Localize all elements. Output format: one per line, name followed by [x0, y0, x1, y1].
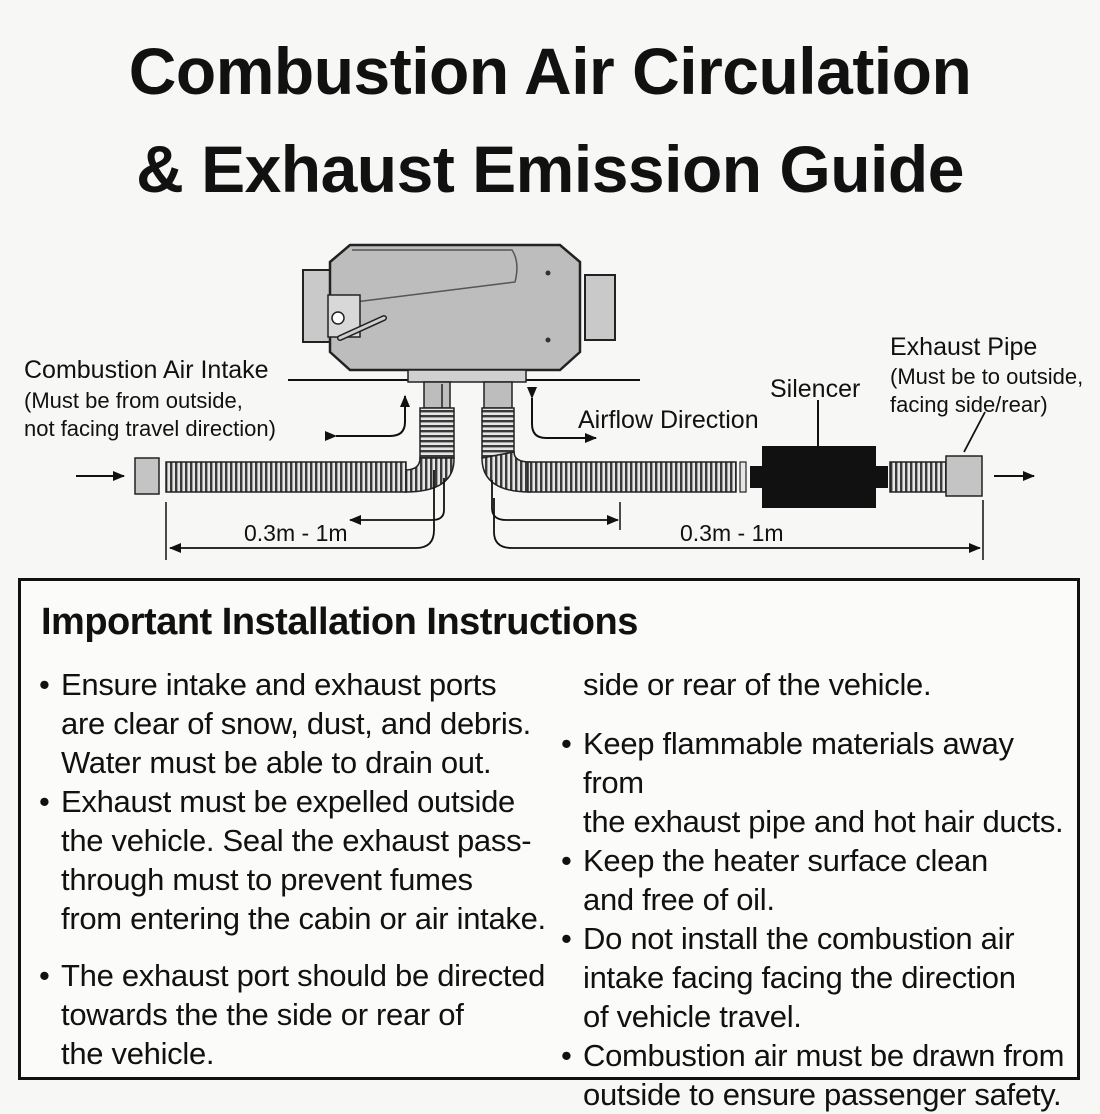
left-distance-label: 0.3m - 1m — [244, 520, 348, 546]
intake-label-line-2: (Must be from outside, — [24, 388, 243, 413]
instruction-line: the vehicle. — [61, 1036, 215, 1071]
instruction-line: of vehicle travel. — [583, 999, 802, 1034]
instruction-line: • Keep the heater surface clean — [583, 843, 988, 878]
intake-airflow-arrow — [336, 396, 405, 436]
exhaust-label-line-3: facing side/rear) — [890, 392, 1048, 417]
instruction-line: the exhaust pipe and hot hair ducts. — [583, 804, 1064, 839]
instruction-line: side or rear of the vehicle. — [583, 667, 932, 702]
instruction-bullet — [561, 841, 1081, 919]
heater-unit — [303, 245, 615, 370]
instruction-line: intake facing facing the direction — [583, 960, 1016, 995]
silencer-label: Silencer — [770, 375, 861, 403]
instruction-line: and free of oil. — [583, 882, 775, 917]
instruction-bullet — [561, 724, 1081, 841]
instruction-bullet — [39, 782, 579, 938]
instructions-left-column — [39, 665, 579, 1073]
instruction-bullet — [39, 665, 579, 782]
instruction-line: • Combustion air must be drawn from — [583, 1038, 1065, 1073]
instruction-line: are clear of snow, dust, and debris. — [61, 706, 531, 741]
instructions-right-column — [561, 665, 1081, 1114]
instructions-panel — [18, 578, 1080, 1112]
title-line-1: Combustion Air Circulation — [128, 34, 972, 108]
mounting-ports — [408, 370, 526, 408]
instruction-continuation — [561, 665, 1081, 704]
instruction-line: • Ensure intake and exhaust ports — [61, 667, 497, 702]
instruction-bullet — [561, 1036, 1081, 1114]
instruction-line: from entering the cabin or air intake. — [61, 901, 546, 936]
exhaust-label-line-2: (Must be to outside, — [890, 364, 1084, 389]
instruction-line: • Exhaust must be expelled outside — [61, 784, 515, 819]
instruction-line: outside to ensure passenger safety. — [583, 1077, 1062, 1112]
instruction-bullet — [561, 919, 1081, 1036]
instruction-line: • Keep flammable materials away from — [583, 726, 1014, 800]
title-line-2: & Exhaust Emission Guide — [136, 132, 964, 206]
airflow-direction-label: Airflow Direction — [578, 406, 759, 434]
silencer — [750, 400, 888, 508]
instruction-line: • The exhaust port should be directed — [61, 958, 546, 993]
instruction-line: through must to prevent fumes — [61, 862, 473, 897]
right-distance-label: 0.3m - 1m — [680, 520, 784, 546]
exhaust-label-line-1: Exhaust Pipe — [890, 333, 1038, 361]
instruction-line: towards the the side or rear of — [61, 997, 464, 1032]
exhaust-tail-pipe — [890, 412, 985, 496]
instruction-line: Water must be able to drain out. — [61, 745, 492, 780]
instruction-line: the vehicle. Seal the exhaust pass- — [61, 823, 532, 858]
intake-label-line-3: not facing travel direction) — [24, 416, 276, 441]
instruction-line: • Do not install the combustion air — [583, 921, 1015, 956]
intake-label-line-1: Combustion Air Intake — [24, 356, 269, 384]
intake-cap — [135, 458, 159, 494]
instruction-bullet — [39, 956, 579, 1073]
instructions-heading: Important Installation Instructions — [41, 601, 638, 643]
